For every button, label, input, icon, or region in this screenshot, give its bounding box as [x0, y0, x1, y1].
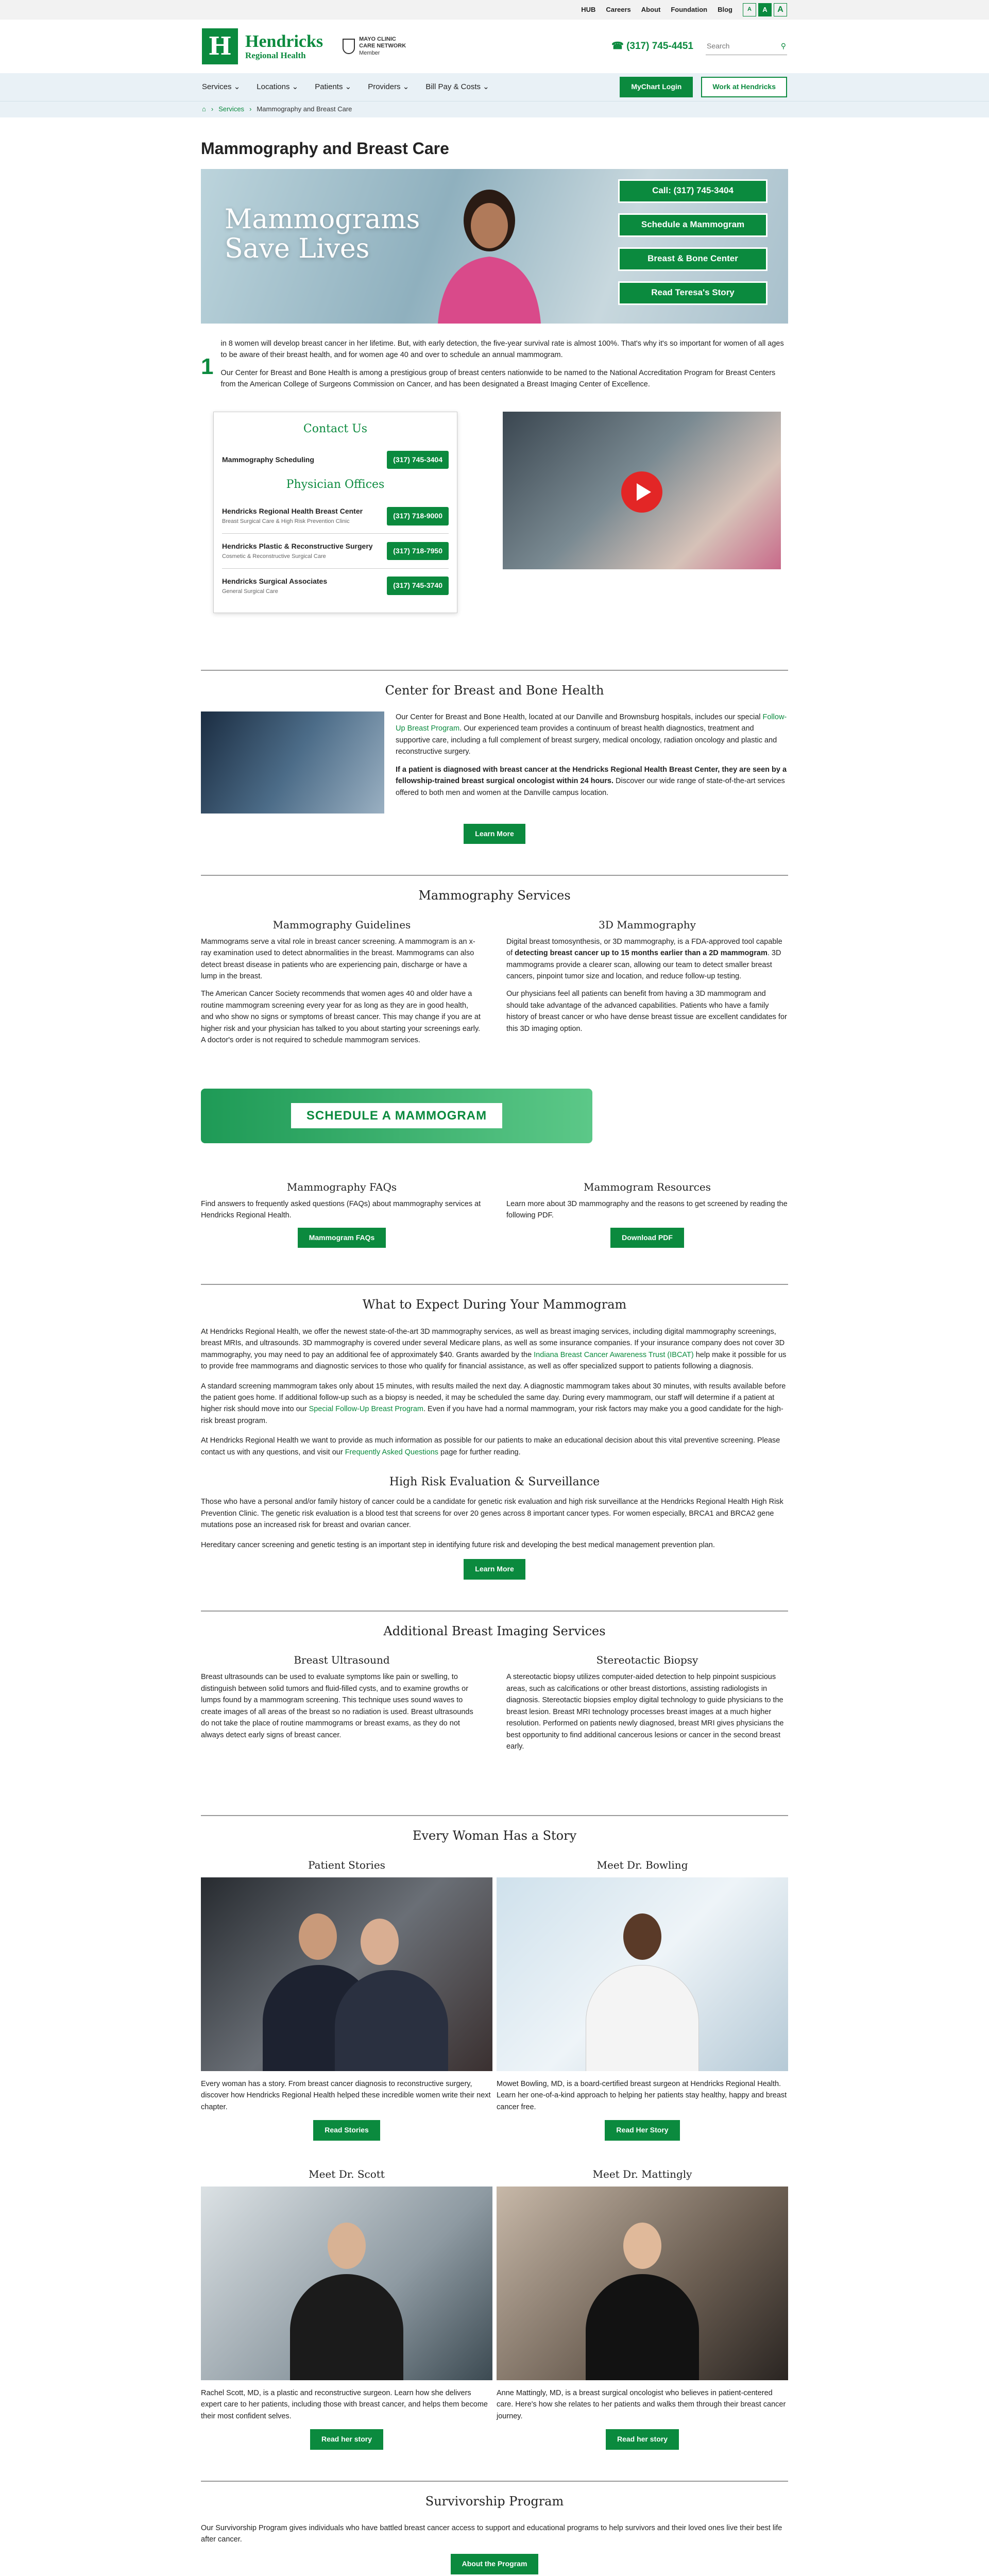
contact-box — [213, 412, 457, 613]
3d-mammo-title: 3D Mammography — [599, 918, 696, 931]
schedule-mammogram-banner[interactable]: SCHEDULE A MAMMOGRAM — [201, 1089, 592, 1143]
stat-number: 1 — [201, 353, 214, 379]
survivorship-text: Our Survivorship Program gives individuals who have battled breast cancer access to support and educational programs to help survivors and their loved ones live their best life after cancer. — [201, 2524, 782, 2544]
utility-bar — [0, 0, 989, 20]
high-risk-title: High Risk Evaluation & Surveillance — [389, 1476, 600, 1489]
section-title-cbbh: Center for Breast and Bone Health — [201, 670, 788, 700]
scheduling-phone-button[interactable]: (317) 745-3404 — [387, 451, 449, 469]
intro-paragraph: in 8 women will develop breast cancer in her lifetime. But, with early detection, the five-year survival rate is almost 100%. That's why it's so important for women of all ages to be aware of their breast health, and for women age 40 and over to schedule an annual mammogram. — [220, 339, 784, 360]
hero-call-button[interactable]: Call: (317) 745-3404 — [618, 179, 768, 203]
breadcrumb: ⌂ › Services › Mammography and Breast Care — [0, 101, 989, 117]
cbbh-paragraph-2: If a patient is diagnosed with breast cancer at the Hendricks Regional Health Breast Center, they are seen by a fellowship-trained breast surgical oncologist within 24 hours. Discover our wide range of state-of-the-art services offered to both men and women at the Danville campus location. — [396, 765, 787, 797]
follow-up-program-link[interactable]: Follow-Up Breast Program — [396, 713, 787, 733]
3d-mammo-text: Digital breast tomosynthesis, or 3D mammography, is a FDA-approved tool capable of detecting breast cancer up to 15 months earlier than a 2D mammogram. 3D mammograms provide a clearer scan, allowing our team to detect smaller breast cancers, pinpoint tumor size and location, and reduce follow-up testing. — [506, 937, 782, 981]
intro-accreditation: Our Center for Breast and Bone Health is among a prestigious group of breast centers nationwide to be named to the National Accreditation Program for Breast Centers from the American College of Surgeons Commission on Cancer, and has been designated a Breast Imaging Center of Excellence. — [220, 368, 776, 388]
breadcrumb-services[interactable]: Services — [218, 105, 245, 113]
nav-item-services[interactable]: Services ⌄ — [202, 82, 241, 92]
hero-teresa-story-button[interactable]: Read Teresa's Story — [618, 281, 768, 305]
resources-text: Learn more about 3D mammography and the reasons to get screened by reading the following PDF. — [506, 1199, 788, 1220]
expect-paragraph-3: At Hendricks Regional Health we want to provide as much information as possible for our patients to make an educational decision about this vital preventive screening. Please contact us with any questions, and visit our Frequently Asked Questions page for further reading. — [201, 1436, 780, 1456]
dr-mattingly-image — [497, 2187, 788, 2380]
story-text: Mowet Bowling, MD, is a board-certified breast surgeon at Hendricks Regional Health. Learn her one-of-a-kind approach to helping her patients stay healthy, happy and breast cancer free. — [497, 2079, 787, 2111]
play-icon[interactable] — [621, 471, 662, 513]
hero-schedule-button[interactable]: Schedule a Mammogram — [618, 213, 768, 237]
hero-text: Mammograms Save Lives — [225, 204, 420, 264]
work-at-hendricks-button[interactable]: Work at Hendricks — [701, 77, 787, 97]
section-title-mammo: Mammography Services — [201, 875, 788, 905]
topbar-link-hub[interactable]: HUB — [581, 5, 596, 13]
resources-title: Mammogram Resources — [584, 1180, 711, 1193]
guidelines-title: Mammography Guidelines — [272, 918, 411, 931]
nav-item-bill-pay[interactable]: Bill Pay & Costs ⌄ — [425, 82, 489, 92]
video-player[interactable] — [503, 412, 781, 569]
about-program-button[interactable]: About the Program — [451, 2554, 539, 2574]
breadcrumb-current: Mammography and Breast Care — [257, 105, 352, 113]
search-input[interactable]: Search ⚲ — [706, 38, 787, 56]
ibcat-link[interactable]: Indiana Breast Cancer Awareness Trust (IBCAT) — [534, 1350, 694, 1359]
topbar-link-blog[interactable]: Blog — [718, 5, 732, 13]
ultrasound-text: Breast ultrasounds can be used to evaluate symptoms like pain or swelling, to distinguish between solid tumors and fluid-filled cysts, and to examine growths or lumps found by a mammogram screening. This technique uses sound waves to create images of all areas of the breast so no radiation is used. Breast ultrasounds do not take the place of routine mammograms or breast exams, as they do not always detect early signs of breast cancer. — [201, 1673, 473, 1739]
special-follow-up-link[interactable]: Special Follow-Up Breast Program — [309, 1405, 423, 1414]
offices-title: Physician Offices — [286, 478, 385, 492]
nav-item-patients[interactable]: Patients ⌄ — [315, 82, 352, 92]
logo[interactable] — [202, 28, 406, 64]
topbar-link-about[interactable]: About — [641, 5, 661, 13]
section-title-survivorship: Survivorship Program — [201, 2481, 788, 2511]
nav-item-providers[interactable]: Providers ⌄ — [368, 82, 410, 92]
story-card — [201, 2166, 492, 2450]
expect-paragraph-2: A standard screening mammogram takes only about 15 minutes, with results mailed the next day. A diagnostic mammogram takes about 30 minutes, with results available before the patient goes home. If additional follow-up such as a biopsy is needed, it may be scheduled the same day. During every mammogram, our staff will determine if a patient at higher risk should move into our Special Follow-Up Breast Program. Even if you have had a normal mammogram, your risk factors may make you a good candidate for the high-risk breast program. — [201, 1382, 786, 1425]
cbbh-paragraph: Our Center for Breast and Bone Health, located at our Danville and Brownsburg hospitals, includes our special Follow-Up Breast Program. Our experienced team provides a continuum of breast health diagnostics, treatment and supportive care, including a full complement of breast surgery, medical oncology, radiation oncology and plastic and reconstructive surgery. — [396, 713, 787, 756]
topbar-link-foundation[interactable]: Foundation — [671, 5, 708, 13]
text-size-medium-button[interactable]: A — [758, 3, 772, 16]
office-row: Hendricks Regional Health Breast Center Breast Surgical Care & High Risk Prevention Clinic (317) 718-9000 — [222, 499, 449, 534]
story-title: Meet Dr. Scott — [309, 2167, 385, 2180]
header-phone[interactable]: ☎ (317) 745-4451 — [611, 41, 693, 52]
hero-banner — [201, 169, 788, 324]
site-header — [0, 20, 989, 73]
read-mattingly-story-button[interactable]: Read her story — [606, 2429, 679, 2450]
story-card — [201, 1857, 492, 2141]
biopsy-text: A stereotactic biopsy utilizes computer-aided detection to help pinpoint suspicious areas, such as calcifications or other breast distortions, assisting radiologists in diagnosis. Stereotactic biopsies employ digital technology to guide physicians to the breast lesion. Breast MRI technology processes breast images at a much higher resolution. Performed on patients newly diagnosed, breast MRI gives physicians the best opportunity to find additional cancerous lesions or cancer in the second breast early. — [506, 1673, 784, 1751]
guidelines-text-2: The American Cancer Society recommends that women ages 40 and older have a routine mammogram screening every year for as long as they are in good health, and who show no signs or symptoms of breast cancer. This may change if you are at higher risk and your physician has talked to you about starting your screenings early. A doctor's order is not required to schedule mammogram services. — [201, 990, 481, 1045]
office-phone-button[interactable]: (317) 745-3740 — [387, 577, 449, 595]
dr-scott-image — [201, 2187, 492, 2380]
mammogram-faqs-button[interactable]: Mammogram FAQs — [298, 1228, 386, 1248]
office-phone-button[interactable]: (317) 718-7950 — [387, 542, 449, 561]
logo-mark: H — [202, 28, 238, 64]
office-phone-button[interactable]: (317) 718-9000 — [387, 507, 449, 526]
nav-item-locations[interactable]: Locations ⌄ — [257, 82, 299, 92]
expect-paragraph: At Hendricks Regional Health, we offer the newest state-of-the-art 3D mammography services, as well as breast imaging services, including digital mammography screenings, breast MRIs, and ultrasounds. 3D mammography is covered under several Medicare plans, as well as some insurance companies. If your insurance company does not cover 3D mammography, you may need to pay an additional fee of approximately $40. Grants awarded by the Indiana Breast Cancer Awareness Trust (IBCAT) help make it possible for us to provide free mammograms and diagnostic services to those who qualify for financial assistance, as well as offer specialized support to patients following a diagnosis. — [201, 1327, 787, 1371]
text-size-large-button[interactable]: A — [774, 3, 787, 16]
story-card — [497, 1857, 788, 2141]
hero-breast-bone-button[interactable]: Breast & Bone Center — [618, 247, 768, 271]
story-title: Meet Dr. Bowling — [596, 1858, 688, 1871]
home-icon[interactable]: ⌂ — [202, 105, 206, 113]
mayo-clinic-logo: MAYO CLINIC CARE NETWORK Member — [343, 36, 406, 57]
3d-mammo-text-2: Our physicians feel all patients can benefit from having a 3D mammogram and should take advantage of the advanced capabilities. Patients who have a family history of breast cancer or who have dense breast tissue are excellent candidates for this 3D imaging option. — [506, 990, 787, 1033]
mayo-shield-icon — [343, 39, 355, 54]
download-pdf-button[interactable]: Download PDF — [610, 1228, 684, 1248]
radiology-image — [201, 711, 384, 814]
search-icon[interactable]: ⚲ — [780, 41, 786, 50]
story-text: Every woman has a story. From breast cancer diagnosis to reconstructive surgery, discover how Hendricks Regional Health helped these incredible women write their next chapter. — [201, 2079, 491, 2111]
text-size-small-button[interactable]: A — [743, 3, 756, 16]
intro-section — [201, 338, 788, 397]
high-risk-text-2: Hereditary cancer screening and genetic testing is an important step in identifying future risk and developing the best medical management prevention plan. — [201, 1540, 715, 1549]
story-text: Rachel Scott, MD, is a plastic and reconstructive surgeon. Learn how she delivers expert care to her patients, including those with breast cancer, and helps them become their most confident selves. — [201, 2388, 488, 2420]
high-risk-text: Those who have a personal and/or family history of cancer could be a candidate for genetic risk evaluation and high risk surveillance at the Hendricks Regional Health High Risk Prevention Clinic. The genetic risk evaluation is a blood test that screens for over 20 genes across 8 important cancer types. For women especially, BRCA1 and BRCA2 gene mutations pose an increased risk for breast and ovarian cancer. — [201, 1498, 783, 1530]
ultrasound-title: Breast Ultrasound — [294, 1654, 390, 1667]
page-title: Mammography and Breast Care — [201, 139, 449, 158]
faq-link[interactable]: Frequently Asked Questions — [345, 1448, 439, 1456]
faq-title: Mammography FAQs — [286, 1180, 397, 1193]
story-card — [497, 2166, 788, 2450]
faq-text: Find answers to frequently asked questions (FAQs) about mammography services at Hendricks Regional Health. — [201, 1199, 481, 1220]
office-row: Hendricks Surgical Associates General Surgical Care (317) 745-3740 — [222, 569, 449, 603]
hero-woman-image — [428, 184, 551, 324]
high-risk-learn-more-button[interactable]: Learn More — [464, 1559, 525, 1580]
story-title: Patient Stories — [308, 1858, 385, 1871]
biopsy-title: Stereotactic Biopsy — [596, 1654, 698, 1667]
contact-title: Contact Us — [303, 422, 368, 436]
read-scott-story-button[interactable]: Read her story — [310, 2429, 383, 2450]
mychart-login-button[interactable]: MyChart Login — [620, 77, 693, 97]
story-text: Anne Mattingly, MD, is a breast surgical oncologist who believes in patient-centered care. Here's how she relates to her patients and walks them through their breast cancer journey. — [497, 2388, 786, 2420]
main-nav — [0, 73, 989, 101]
section-title-additional: Additional Breast Imaging Services — [201, 1611, 788, 1641]
story-title: Meet Dr. Mattingly — [592, 2167, 692, 2180]
cbbh-learn-more-button[interactable]: Learn More — [464, 824, 525, 844]
dr-bowling-image — [497, 1877, 788, 2071]
topbar-link-careers[interactable]: Careers — [606, 5, 631, 13]
read-stories-button[interactable]: Read Stories — [313, 2120, 380, 2141]
section-title-expect: What to Expect During Your Mammogram — [201, 1284, 788, 1314]
office-row: Hendricks Plastic & Reconstructive Surgery Cosmetic & Reconstructive Surgical Care (317) 718-7950 — [222, 534, 449, 569]
scheduling-row: Mammography Scheduling (317) 745-3404 — [222, 444, 449, 477]
logo-name: Hendricks — [245, 31, 323, 51]
patient-stories-image — [201, 1877, 492, 2071]
read-bowling-story-button[interactable]: Read Her Story — [605, 2120, 679, 2141]
logo-subtitle: Regional Health — [245, 50, 306, 61]
guidelines-text: Mammograms serve a vital role in breast cancer screening. A mammogram is an x-ray examination used to detect abnormalities in the breast. Mammograms can also detect breast disease in patients who are experiencing pain, discharge or have a lump in the breast. — [201, 937, 475, 981]
section-title-stories: Every Woman Has a Story — [201, 1815, 788, 1845]
